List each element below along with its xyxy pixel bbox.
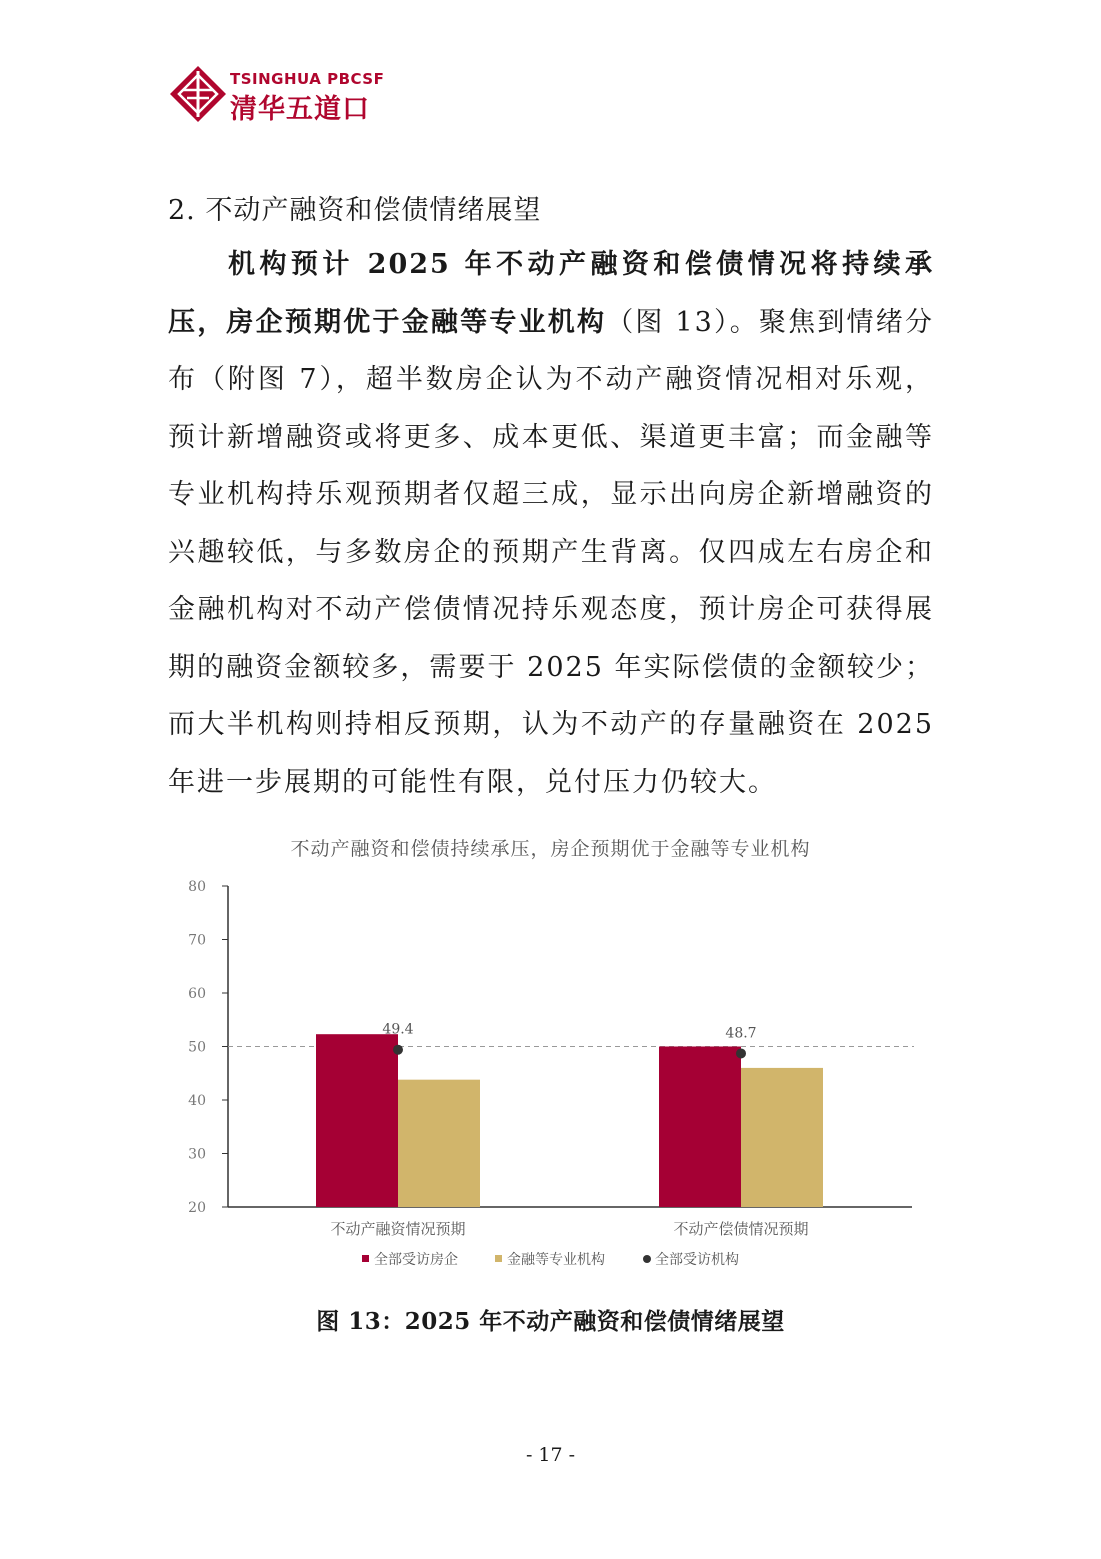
section-title: 2. 不动产融资和偿债情绪展望 [168,195,542,226]
legend-label: 全部受访机构 [655,1252,739,1268]
chart-title: 不动产融资和偿债持续承压，房企预期优于金融等专业机构 [290,838,811,860]
header-logo [170,66,400,126]
paragraph-bold-lead: 机构预计 2025 年不动产融资和偿债情况将持续承压，房企预期优于金融等专业机构 [168,249,934,338]
y-tick-label: 30 [188,1146,206,1163]
logo-text-en: TSINGHUA PBCSF [230,70,385,88]
y-tick-label: 20 [188,1200,206,1216]
legend-label: 金融等专业机构 [507,1252,605,1268]
pbcsf-logo-icon [170,66,226,124]
point-data-label: 49.4 [382,1021,414,1038]
paragraph-body: （图 13）。聚焦到情绪分布（附图 7），超半数房企认为不动产融资情况相对乐观，预计新增融资或将更多、成本更低、渠道更丰富；而金融等专业机构持乐观预期者仅超三成，显示出向房企新增融资的兴趣较低，与多数房企的预期产生背离。仅四成左右房企和金融机构对不动产偿债情况持乐观态度，预计房企可获得展期的融资金额较多，需要于 2025 年实际偿债的金额较少；而大半机构则持相反预期，认为不动产的存量融资在 2025 年进一步展期的可能性有限，兑付压力仍较大。 [168,306,934,798]
figure-caption: 图 13：2025 年不动产融资和偿债情绪展望 [316,1308,785,1335]
point-all-institutions [736,1048,746,1058]
point-all-institutions [393,1045,403,1055]
legend-swatch [362,1255,369,1262]
bar-financial-institutions [398,1080,480,1207]
bar-financial-institutions [741,1068,823,1207]
body-paragraph [168,236,934,811]
point-data-label: 48.7 [725,1025,757,1042]
legend-swatch [643,1255,651,1263]
logo-text-cn: 清华五道口 [230,94,370,125]
y-tick-label: 50 [188,1039,206,1056]
bar-chart [170,870,930,1290]
legend-swatch [495,1255,502,1262]
page-number: - 17 - [525,1444,576,1466]
y-tick-label: 60 [188,986,206,1002]
y-tick-label: 80 [188,879,206,895]
bar-developers [659,1047,741,1208]
legend-label: 全部受访房企 [374,1252,458,1268]
y-tick-label: 40 [188,1093,206,1109]
x-category-label: 不动产偿债情况预期 [673,1220,809,1238]
bar-developers [316,1034,398,1207]
x-category-label: 不动产融资情况预期 [330,1220,466,1238]
y-tick-label: 70 [188,932,206,949]
